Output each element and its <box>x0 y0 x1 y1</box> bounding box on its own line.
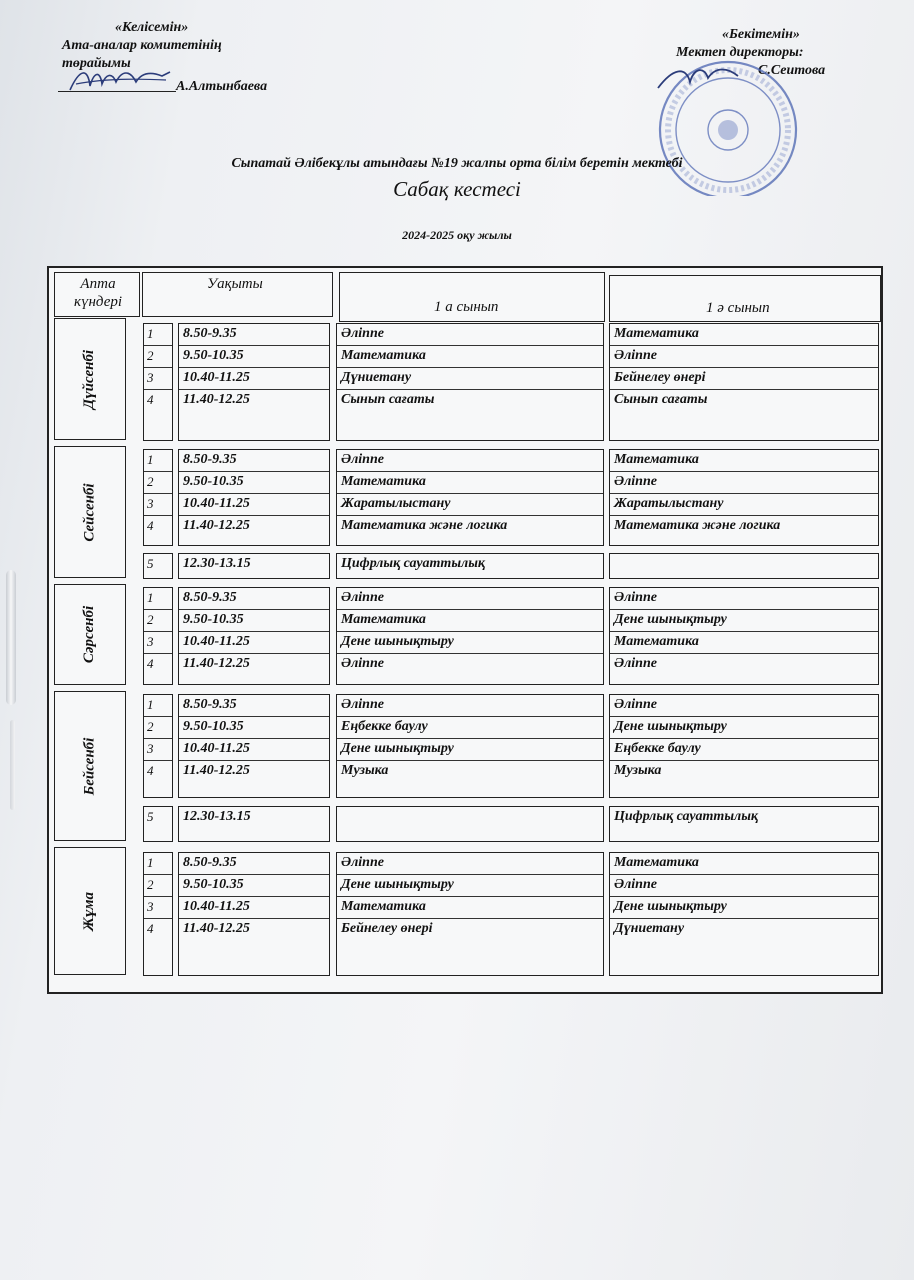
lesson-time: 11.40-12.25 <box>183 392 250 407</box>
lesson-time: 11.40-12.25 <box>183 656 250 671</box>
row-divider <box>610 896 878 897</box>
lesson-number-cell <box>143 694 173 798</box>
row-divider <box>179 389 329 390</box>
lesson-1a: Дене шынықтыру <box>341 634 454 649</box>
lesson-time: 9.50-10.35 <box>183 612 244 627</box>
lesson-time: 11.40-12.25 <box>183 518 250 533</box>
lesson-number: 5 <box>147 809 154 824</box>
lesson-1ae-cell <box>609 852 879 976</box>
row-divider <box>179 918 329 919</box>
approve-line1: Мектеп директоры: <box>676 45 804 60</box>
lesson-number: 2 <box>147 474 154 489</box>
row-divider <box>337 760 603 761</box>
lesson-number: 3 <box>147 496 154 511</box>
paper-fold <box>6 570 16 705</box>
lesson-1ae: Математика <box>614 452 699 467</box>
day-cell-monday <box>54 318 126 440</box>
row-divider <box>337 609 603 610</box>
row-divider <box>610 716 878 717</box>
row-divider <box>337 896 603 897</box>
lesson-time-cell <box>178 852 330 976</box>
lesson-1a-cell <box>336 449 604 546</box>
lesson-1ae: Еңбекке баулу <box>614 741 701 756</box>
row-divider <box>610 918 878 919</box>
row-divider <box>144 738 172 739</box>
agree-line1: Ата-аналар комитетінің <box>62 38 222 53</box>
row-divider <box>179 874 329 875</box>
lesson-1a: Әліппе <box>341 452 384 467</box>
lesson-time: 10.40-11.25 <box>183 899 250 914</box>
day-label-monday: Дүйсенбі <box>81 349 98 409</box>
lesson-1a-cell <box>336 852 604 976</box>
day-cell-friday <box>54 847 126 975</box>
lesson-time: 11.40-12.25 <box>183 921 250 936</box>
lesson-1ae: Әліппе <box>614 656 657 671</box>
row-divider <box>144 493 172 494</box>
lesson-number: 3 <box>147 741 154 756</box>
row-divider <box>179 760 329 761</box>
lesson-number: 1 <box>147 590 154 605</box>
row-divider <box>144 896 172 897</box>
row-divider <box>610 493 878 494</box>
page-title: Сабақ кестесі <box>393 177 521 201</box>
lesson-1a: Сынып сағаты <box>341 392 435 407</box>
row-divider <box>144 653 172 654</box>
lesson-1a-cell <box>336 694 604 798</box>
lesson-time: 9.50-10.35 <box>183 719 244 734</box>
agree-signature <box>66 62 176 98</box>
lesson-time-cell <box>178 323 330 441</box>
row-divider <box>144 716 172 717</box>
row-divider <box>610 389 878 390</box>
row-divider <box>337 515 603 516</box>
lesson-1ae: Әліппе <box>614 348 657 363</box>
lesson-time-cell <box>178 449 330 546</box>
row-divider <box>179 738 329 739</box>
lesson-time: 9.50-10.35 <box>183 474 244 489</box>
lesson-1ae-cell <box>609 553 879 579</box>
row-divider <box>337 653 603 654</box>
lesson-time-cell <box>178 587 330 685</box>
row-divider <box>610 609 878 610</box>
lesson-time: 10.40-11.25 <box>183 634 250 649</box>
lesson-time: 10.40-11.25 <box>183 496 250 511</box>
lesson-time: 9.50-10.35 <box>183 348 244 363</box>
lesson-1a: Бейнелеу өнері <box>341 921 433 936</box>
academic-year: 2024-2025 оқу жылы <box>402 228 512 242</box>
lesson-1a: Музыка <box>341 763 389 778</box>
lesson-1a: Еңбекке баулу <box>341 719 428 734</box>
header-time-label: Уақыты <box>207 276 263 292</box>
lesson-number: 4 <box>147 518 154 533</box>
lesson-number: 3 <box>147 899 154 914</box>
lesson-1ae: Әліппе <box>614 697 657 712</box>
row-divider <box>337 471 603 472</box>
row-divider <box>337 738 603 739</box>
lesson-number-cell <box>143 323 173 441</box>
header-1a-label: 1 а сынып <box>434 299 499 315</box>
row-divider <box>144 515 172 516</box>
row-divider <box>610 515 878 516</box>
lesson-1ae-cell <box>609 323 879 441</box>
lesson-1ae: Дене шынықтыру <box>614 719 727 734</box>
lesson-time: 8.50-9.35 <box>183 590 237 605</box>
lesson-1ae: Дене шынықтыру <box>614 899 727 914</box>
agree-line2: төрайымы <box>62 56 131 71</box>
lesson-1ae: Цифрлық сауаттылық <box>614 809 759 824</box>
lesson-number: 5 <box>147 556 154 571</box>
day-label-friday: Жұма <box>81 891 98 931</box>
row-divider <box>144 609 172 610</box>
lesson-number: 4 <box>147 392 154 407</box>
lesson-1a: Математика <box>341 612 426 627</box>
lesson-1a-cell <box>336 323 604 441</box>
lesson-1ae: Математика <box>614 326 699 341</box>
agree-name: А.Алтынбаева <box>176 79 268 94</box>
row-divider <box>610 631 878 632</box>
lesson-1a: Математика және логика <box>341 518 508 533</box>
agree-title: «Келісемін» <box>115 20 189 35</box>
lesson-time-cell <box>178 806 330 842</box>
lesson-number: 4 <box>147 763 154 778</box>
day-cell-wednesday <box>54 584 126 685</box>
lesson-number-cell <box>143 852 173 976</box>
lesson-1ae: Әліппе <box>614 590 657 605</box>
lesson-1a: Әліппе <box>341 326 384 341</box>
row-divider <box>179 609 329 610</box>
row-divider <box>144 760 172 761</box>
lesson-1ae: Дүниетану <box>614 921 685 936</box>
row-divider <box>337 493 603 494</box>
lesson-1a: Математика <box>341 348 426 363</box>
school-name: Сыпатай Әлібекұлы атындағы №19 жалпы орта білім беретін мектебі <box>231 156 683 171</box>
lesson-1ae: Бейнелеу өнері <box>614 370 706 385</box>
lesson-1ae: Сынып сағаты <box>614 392 708 407</box>
row-divider <box>337 345 603 346</box>
lesson-time: 12.30-13.15 <box>183 809 251 824</box>
lesson-number: 1 <box>147 855 154 870</box>
lesson-1ae: Математика және логика <box>614 518 781 533</box>
day-label-thursday: Бейсенбі <box>81 737 98 795</box>
lesson-number-cell <box>143 806 173 842</box>
row-divider <box>144 345 172 346</box>
lesson-1a: Дене шынықтыру <box>341 741 454 756</box>
row-divider <box>337 716 603 717</box>
row-divider <box>610 367 878 368</box>
lesson-1a: Цифрлық сауаттылық <box>341 556 486 571</box>
row-divider <box>610 653 878 654</box>
lesson-time: 8.50-9.35 <box>183 452 237 467</box>
lesson-1ae: Математика <box>614 634 699 649</box>
row-divider <box>179 896 329 897</box>
lesson-1ae-cell <box>609 694 879 798</box>
header-day-label: Апта күндері <box>73 276 123 310</box>
day-cell-thursday <box>54 691 126 841</box>
row-divider <box>179 345 329 346</box>
lesson-number-cell <box>143 553 173 579</box>
row-divider <box>337 874 603 875</box>
lesson-number: 4 <box>147 656 154 671</box>
lesson-1a: Әліппе <box>341 590 384 605</box>
lesson-time: 9.50-10.35 <box>183 877 244 892</box>
row-divider <box>144 367 172 368</box>
lesson-number-cell <box>143 587 173 685</box>
lesson-1a: Дүниетану <box>341 370 412 385</box>
row-divider <box>337 918 603 919</box>
row-divider <box>144 389 172 390</box>
lesson-1a: Әліппе <box>341 656 384 671</box>
row-divider <box>179 515 329 516</box>
lesson-1a: Әліппе <box>341 855 384 870</box>
lesson-time: 8.50-9.35 <box>183 326 237 341</box>
lesson-number: 1 <box>147 697 154 712</box>
lesson-number: 1 <box>147 452 154 467</box>
lesson-time-cell <box>178 694 330 798</box>
day-label-tuesday: Сейсенбі <box>81 482 98 542</box>
lesson-1a: Дене шынықтыру <box>341 877 454 892</box>
row-divider <box>610 874 878 875</box>
lesson-number: 2 <box>147 348 154 363</box>
lesson-1a: Математика <box>341 899 426 914</box>
lesson-1ae: Дене шынықтыру <box>614 612 727 627</box>
lesson-1ae: Музыка <box>614 763 662 778</box>
day-cell-tuesday <box>54 446 126 578</box>
lesson-1ae-cell <box>609 806 879 842</box>
lesson-time: 8.50-9.35 <box>183 697 237 712</box>
row-divider <box>179 471 329 472</box>
row-divider <box>179 367 329 368</box>
day-label-wednesday: Сәрсенбі <box>81 605 98 664</box>
paper-fold-shadow <box>10 720 15 810</box>
row-divider <box>610 345 878 346</box>
row-divider <box>337 367 603 368</box>
lesson-time: 10.40-11.25 <box>183 741 250 756</box>
row-divider <box>179 653 329 654</box>
lesson-time: 12.30-13.15 <box>183 556 251 571</box>
lesson-time-cell <box>178 553 330 579</box>
lesson-1ae-cell <box>609 587 879 685</box>
row-divider <box>337 631 603 632</box>
header-day-cell <box>54 272 140 317</box>
lesson-1a: Жаратылыстану <box>341 496 451 511</box>
lesson-number: 1 <box>147 326 154 341</box>
lesson-1ae-cell <box>609 449 879 546</box>
header-1a-cell <box>339 272 605 322</box>
row-divider <box>179 716 329 717</box>
header-time-cell <box>142 272 333 317</box>
lesson-time: 8.50-9.35 <box>183 855 237 870</box>
lesson-1a-cell <box>336 553 604 579</box>
row-divider <box>144 918 172 919</box>
lesson-time: 10.40-11.25 <box>183 370 250 385</box>
lesson-number: 2 <box>147 719 154 734</box>
header-1ae-cell <box>609 275 881 322</box>
lesson-time: 11.40-12.25 <box>183 763 250 778</box>
lesson-number: 3 <box>147 634 154 649</box>
approve-name: С.Сеитова <box>758 63 826 78</box>
lesson-1a: Математика <box>341 474 426 489</box>
lesson-1a-cell <box>336 806 604 842</box>
lesson-1ae: Математика <box>614 855 699 870</box>
row-divider <box>610 760 878 761</box>
row-divider <box>179 631 329 632</box>
row-divider <box>144 874 172 875</box>
lesson-1ae: Әліппе <box>614 474 657 489</box>
lesson-number: 3 <box>147 370 154 385</box>
lesson-number: 2 <box>147 877 154 892</box>
lesson-number-cell <box>143 449 173 546</box>
lesson-1a: Әліппе <box>341 697 384 712</box>
lesson-number: 4 <box>147 921 154 936</box>
lesson-number: 2 <box>147 612 154 627</box>
row-divider <box>179 493 329 494</box>
school-stamp <box>628 48 808 196</box>
row-divider <box>337 389 603 390</box>
row-divider <box>144 631 172 632</box>
lesson-1ae: Әліппе <box>614 877 657 892</box>
row-divider <box>144 471 172 472</box>
row-divider <box>610 471 878 472</box>
approve-title: «Бекітемін» <box>722 27 800 42</box>
row-divider <box>610 738 878 739</box>
lesson-1a-cell <box>336 587 604 685</box>
lesson-1ae: Жаратылыстану <box>614 496 724 511</box>
header-1ae-label: 1 ә сынып <box>706 300 770 316</box>
